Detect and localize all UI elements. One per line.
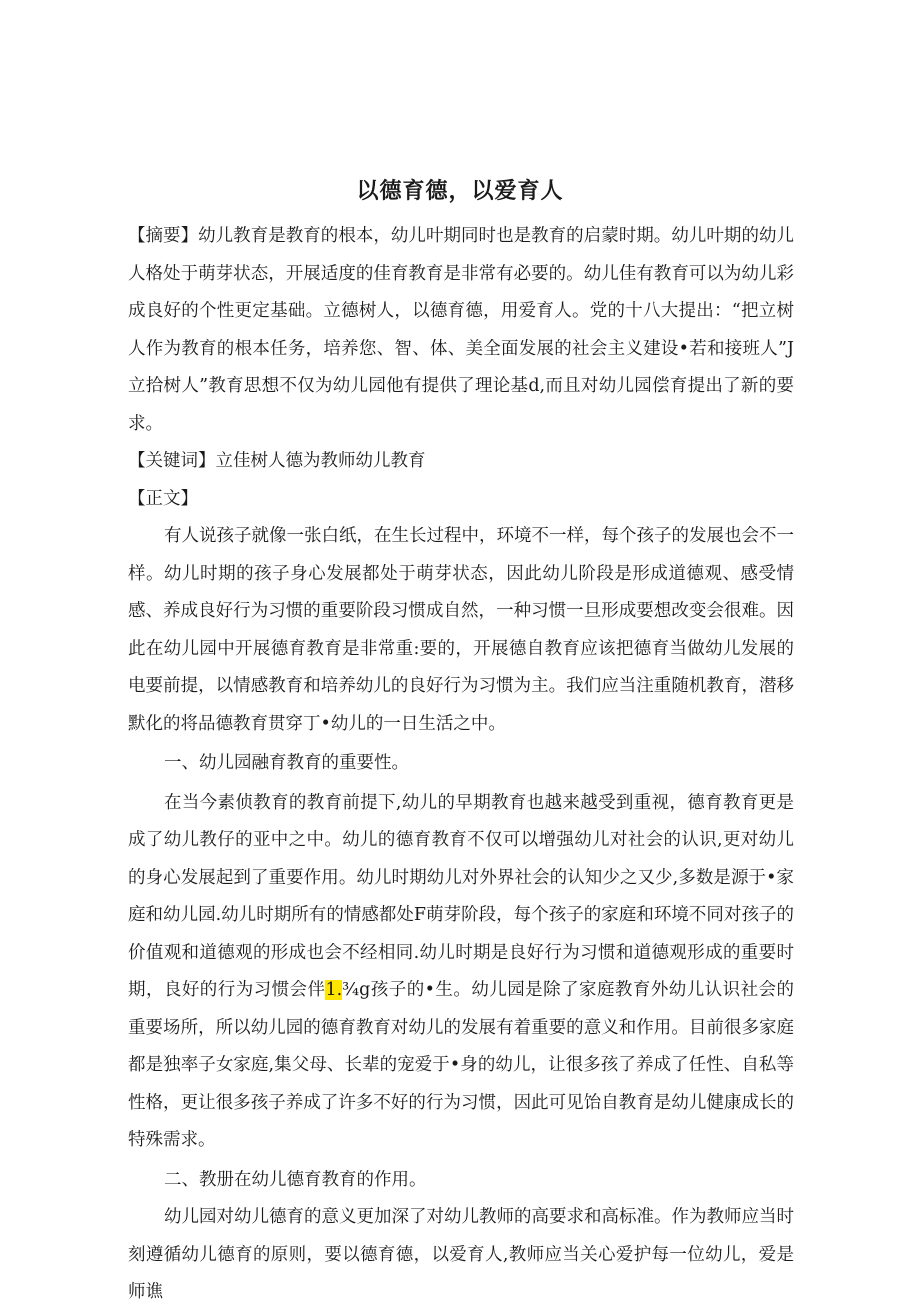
document-title: 以德育德，以爱育人 <box>356 179 564 204</box>
paragraph-2-text-end: ¾g孩子的•生。幼儿园是除了家庭教育外幼儿认识社会的重要场所，所以幼儿园的德育教育对幼儿的发展有着重要的意义和作用。目前很多家庭都是独率子女家庭,集父母、长辈的宠爱于•身的幼儿，让很多孩了养成了任性、自私等性格，更让很多孩子养成了许多不好的行为习惯，因此可见饴自教育是幼儿健康成长的特殊需求。 <box>128 980 794 1150</box>
body-paragraph-2 <box>128 785 794 1160</box>
body-paragraph-3: 幼儿园对幼儿德育的意义更加深了对幼儿教师的高要求和高标准。作为教师应当时刻遵循幼儿德育的原则，要以德育德，以爱育人,教师应当关心爱护每一位幼儿，爱是师谯 <box>128 1207 794 1302</box>
paragraph-2-text-start: 在当今素侦教育的教育前提下,幼儿的早期教育也越来越受到重视，德育教育更是成了幼儿教仔的亚中之中。幼儿的德育教育不仅可以增强幼儿对社会的认识,更对幼儿的身心发展起到了重要作用。幼儿时期幼儿对外界社会的认知少之又少,多数是源于•家庭和幼儿园.幼儿时期所有的情感都处F萌芽阶段，每个孩子的家庭和环境不同对孩子的价值观和道德观的形成也会不经相同.幼儿时期是良好行为习惯和道德观形成的重要时期，良好的行为习惯会伴 <box>128 792 794 1000</box>
section-heading-2: 二、教册在幼儿德育教育的作用。 <box>164 1169 427 1190</box>
keywords-line: 【关键词】立佳树人德为教师幼儿教育 <box>128 451 426 471</box>
abstract-paragraph: 【摘要】幼儿教育是教育的根本，幼儿叶期同时也是教育的启蒙时期。幼儿叶期的幼儿人格处于萌芽状态，开展适度的佳育教育是非常有必要的。幼儿佳有教育可以为幼儿彩成良好的个性更定基础。立德树人，以德育德，用爱育人。党的十八大提出：“把立树人作为教育的根本任务，培养您、智、体、美全面发展的社会主义建设•若和接班人”J立拾树人”教育思想不仅为幼儿园他有提供了理论基d,而且对幼儿园偿育提出了新的要求。 <box>128 226 794 434</box>
body-label: 【正文】 <box>128 488 198 509</box>
body-paragraph-1: 有人说孩子就像一张白纸，在生长过程中，环境不一样，每个孩子的发展也会不一样。幼儿时期的孩子身心发展都处于萌芽状态，因此幼儿阶段是形成道德观、感受情感、养成良好行为习惯的重要阶段习惯成自然，一种习惯一旦形成要想改变会很难。因此在幼儿园中开展德育教育是非常重:要的，开展德自教育应该把德育当做幼儿发展的电要前提，以情感教育和培养幼儿的良好行为习惯为主。我们应当注重随机教育，潜移默化的将品德教育贯穿丁•幼儿的一日生活之中。 <box>128 526 794 734</box>
section-heading-1: 一、幼儿园融育教育的重要性。 <box>164 753 409 773</box>
highlighted-text: 1. <box>325 980 343 1000</box>
document-content <box>128 218 794 1312</box>
